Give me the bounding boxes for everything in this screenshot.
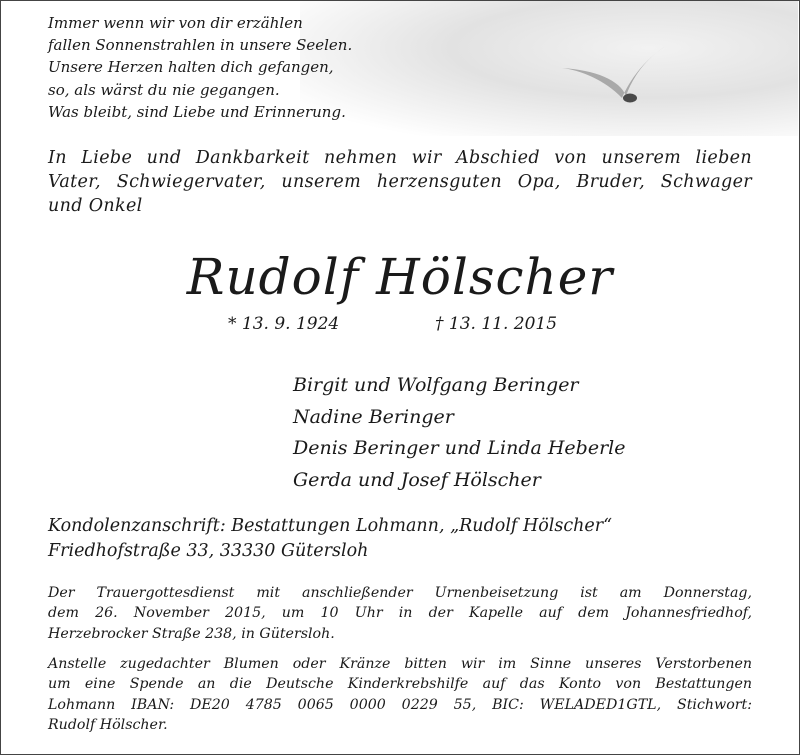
poem-line: fallen Sonnenstrahlen in unsere Seelen.	[48, 36, 353, 55]
donation-line: Anstelle zugedachter Blumen oder Kränze bitten wir im Sinne unseres Verstorbenen	[48, 656, 752, 672]
service-line: dem 26. November 2015, um 10 Uhr in der Kapelle auf dem Johannesfriedhof,	[48, 605, 752, 622]
donation-line: Rudolf Hölscher.	[48, 717, 168, 734]
mourner: Birgit und Wolfgang Beringer	[293, 374, 579, 396]
donation-line: um eine Spende an die Deutsche Kinderkrebshilfe auf das Konto von Bestattungen	[48, 676, 752, 693]
service-line: Der Trauergottesdienst mit anschließender Urnenbeisetzung ist am Donnerstag,	[48, 585, 752, 601]
poem-line: Unsere Herzen halten dich gefangen,	[48, 58, 334, 77]
poem	[48, 12, 352, 123]
birth-date: * 13. 9. 1924	[228, 314, 340, 334]
mourners-list	[293, 370, 625, 496]
death-date: † 13. 11. 2015	[435, 314, 558, 334]
intro-line: und Onkel	[48, 196, 143, 216]
poem-line: Was bleibt, sind Liebe und Erinnerung.	[48, 102, 346, 121]
poem-line: Immer wenn wir von dir erzählen	[48, 14, 303, 32]
donation-notice	[48, 654, 752, 736]
mourner: Gerda und Josef Hölscher	[293, 468, 541, 491]
service-line: Herzebrocker Straße 238, in Gütersloh.	[48, 625, 335, 642]
condolence-line: Friedhofstraße 33, 33330 Gütersloh	[48, 541, 369, 561]
deceased-name: Rudolf Hölscher	[186, 248, 614, 306]
intro-line: Vater, Schwiegervater, unserem herzensguten Opa, Bruder, Schwager	[48, 172, 752, 192]
condolence-line: Kondolenzanschrift: Bestattungen Lohmann, „Rudolf Hölscher“	[48, 516, 613, 536]
condolence-address	[48, 514, 612, 564]
mourner: Denis Beringer und Linda Heberle	[293, 437, 626, 459]
donation-line: Lohmann IBAN: DE20 4785 0065 0000 0229 55, BIC: WELADED1GTL, Stichwort:	[48, 696, 752, 713]
flying-bird-icon	[560, 40, 670, 120]
sky-background	[300, 1, 798, 136]
poem-line: so, als wärst du nie gegangen.	[48, 80, 280, 99]
intro-text	[48, 146, 752, 218]
intro-line: In Liebe und Dankbarkeit nehmen wir Abschied von unserem lieben	[48, 148, 752, 168]
mourner: Nadine Beringer	[293, 405, 454, 428]
service-notice	[48, 583, 752, 644]
